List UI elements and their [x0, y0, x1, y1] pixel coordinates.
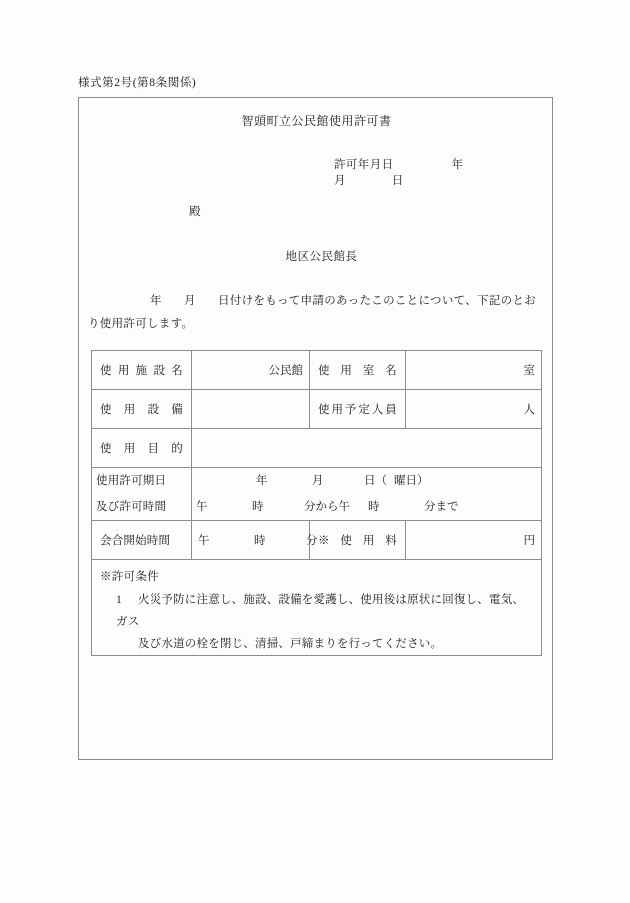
permit-date-label: 許可年月日	[334, 159, 394, 171]
form-number: 様式第2号(第8条関係)	[78, 77, 197, 89]
table-row-purpose	[92, 429, 542, 468]
period-month-unit: 月	[312, 475, 324, 487]
table-row-period	[92, 468, 542, 521]
table-row-meeting	[92, 521, 542, 560]
permit-details-table	[91, 350, 542, 656]
document-title: 智頭町立公民館使用許可書	[241, 114, 392, 128]
issuer-name: 地区公民館長	[285, 251, 358, 263]
cell-period-label	[92, 468, 192, 521]
period-label-line2: 及び許可時間	[96, 501, 167, 513]
cell-conditions	[92, 560, 542, 656]
meeting-ampm: 午	[198, 535, 210, 547]
table-row-equipment	[92, 390, 542, 429]
cell-equipment-label	[92, 390, 192, 429]
period-date-line	[192, 468, 541, 494]
body-paragraph	[88, 290, 545, 336]
period-time-line	[192, 494, 541, 520]
meeting-hour-unit: 時	[254, 535, 266, 547]
table-row-facility	[92, 351, 542, 390]
condition-number: 1	[116, 594, 122, 606]
time-hour-end: 時	[368, 501, 380, 513]
permit-date-year-unit: 年	[451, 159, 464, 171]
equipment-label: 使用設備	[100, 404, 183, 416]
permit-date-line	[79, 156, 554, 188]
time-minute-until: 分まで	[424, 501, 459, 513]
permit-date-month-unit: 月	[334, 175, 346, 187]
condition-line1: 火災予防に注意し、施設、設備を愛護し、使用後は原状に回復し、電気、ガス	[116, 594, 525, 628]
time-minute-from: 分から午	[304, 501, 350, 513]
addressee-suffix: 殿	[189, 206, 201, 218]
attendees-label: 使用予定人員	[318, 404, 397, 416]
cell-room-value[interactable]: 室	[406, 351, 542, 390]
room-label: 使用室名	[318, 365, 397, 377]
conditions-item-1	[100, 589, 531, 655]
period-weekday-unit: 曜日）	[394, 475, 429, 487]
body-text: 日付けをもって申請のあったこのことについて、下記のとおり使用許可します。	[88, 295, 537, 330]
period-year-unit: 年	[256, 475, 268, 487]
permit-date-day-unit: 日	[391, 175, 404, 187]
cell-room-label	[310, 351, 406, 390]
meeting-time-line	[198, 535, 318, 547]
cell-period-value[interactable]	[192, 468, 542, 521]
cell-meeting-label	[92, 521, 192, 560]
table-row-conditions	[92, 560, 542, 656]
cell-facility-value[interactable]: 公民館	[192, 351, 310, 390]
condition-line2: 及び水道の栓を閉じ、清掃、戸締まりを行ってください。	[138, 638, 443, 650]
body-year-unit: 年	[150, 295, 162, 307]
cell-fee-value[interactable]: 円	[406, 521, 542, 560]
time-ampm-start: 午	[196, 501, 208, 513]
cell-attendees-label	[310, 390, 406, 429]
cell-purpose-value[interactable]	[192, 429, 542, 468]
fee-label: ※使用料	[318, 535, 397, 547]
cell-fee-label	[310, 521, 406, 560]
cell-attendees-value[interactable]: 人	[406, 390, 542, 429]
time-hour-start: 時	[252, 501, 264, 513]
conditions-title: ※許可条件	[100, 571, 159, 583]
meeting-minute-unit: 分	[306, 535, 318, 547]
period-day-unit: 日（	[364, 475, 387, 487]
facility-label: 使用施設名	[100, 365, 183, 377]
purpose-label: 使用目的	[100, 443, 183, 455]
cell-equipment-value[interactable]	[192, 390, 310, 429]
cell-meeting-time[interactable]	[192, 521, 318, 560]
cell-facility-label	[92, 351, 192, 390]
meeting-label: 会合開始時間	[100, 535, 171, 547]
period-label-line1: 使用許可期日	[96, 475, 167, 487]
cell-purpose-label	[92, 429, 192, 468]
body-month-unit: 月	[184, 295, 196, 307]
page-frame	[78, 97, 553, 760]
